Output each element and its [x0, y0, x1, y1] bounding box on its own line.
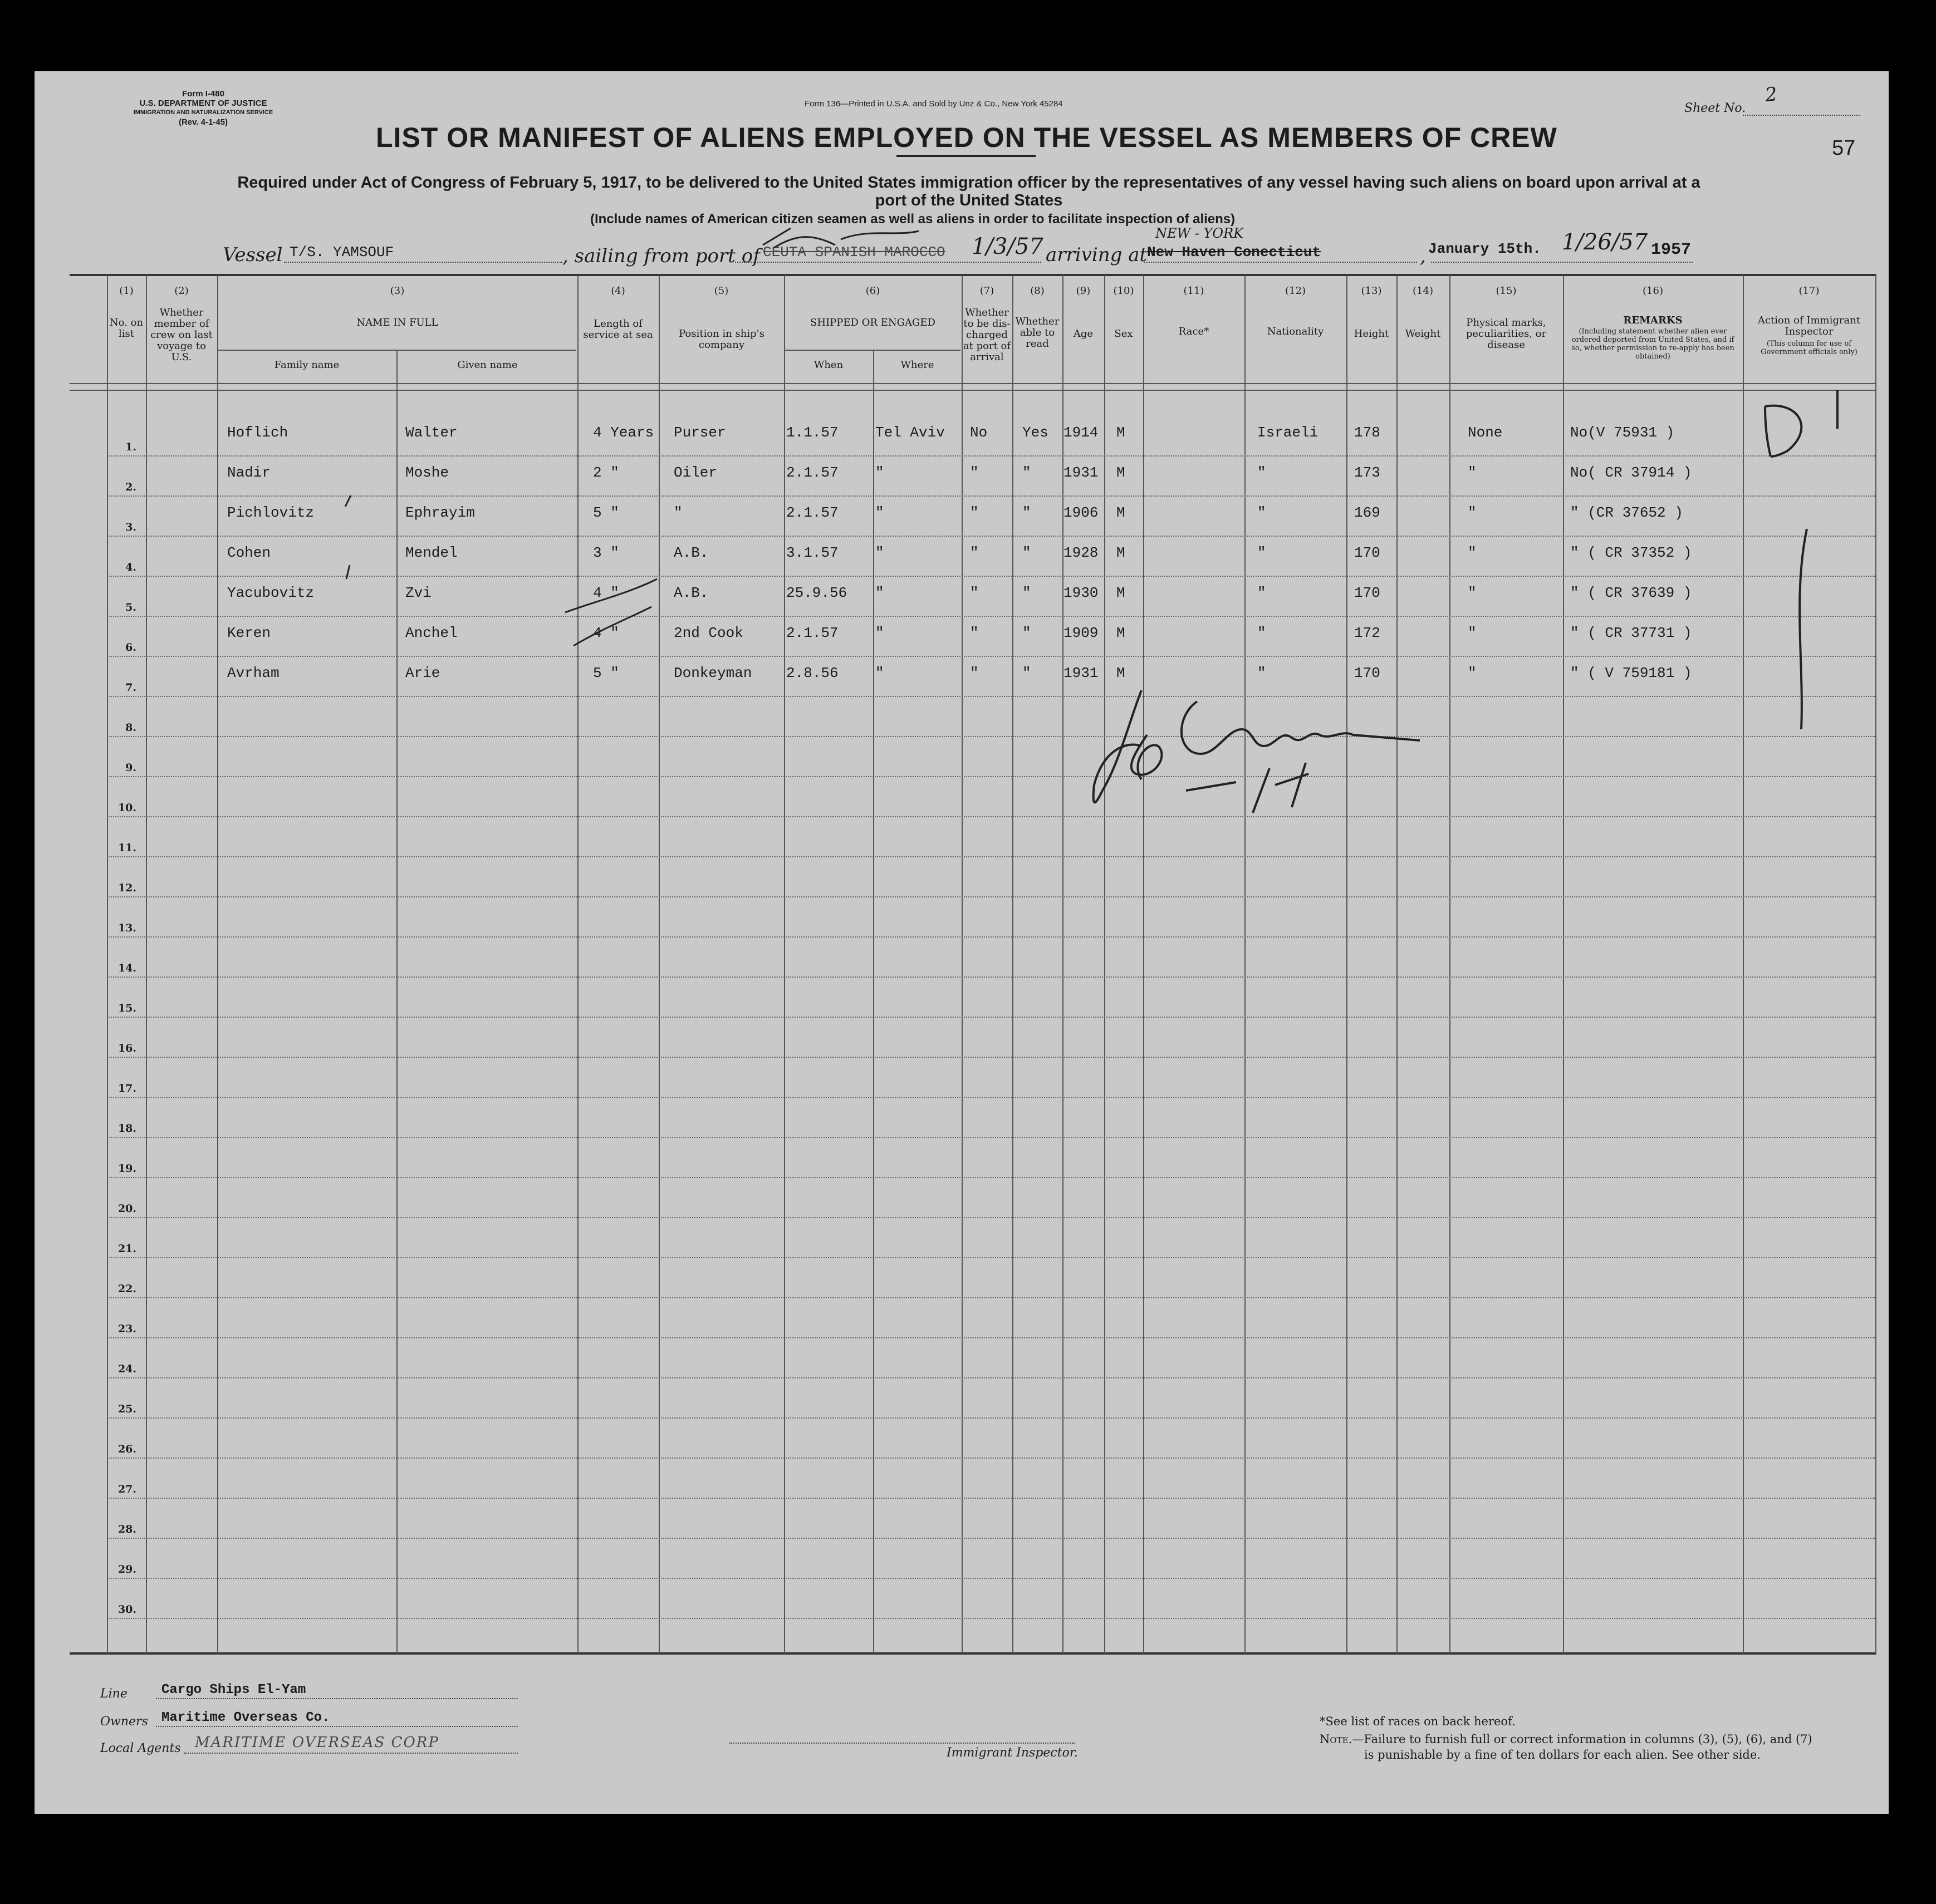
- cell-given-name: Walter: [405, 424, 458, 441]
- col-divider: [146, 275, 147, 1653]
- statute-line-1: Required under Act of Congress of February 5, 1917, to be delivered to the United States immigration officer by the representatives of any vessel having such aliens on board upon arrival at a: [237, 174, 1700, 192]
- cell-position: 2nd Cook: [674, 625, 743, 641]
- row-number: 17.: [117, 1082, 136, 1095]
- col-divider: [217, 275, 218, 1653]
- col-header-age: Age: [1073, 328, 1094, 340]
- row-number: 1.: [125, 441, 136, 453]
- cell-age: 1931: [1063, 665, 1099, 681]
- row-number: 4.: [125, 561, 136, 573]
- row-number: 10.: [117, 802, 136, 814]
- col-num-10: (10): [1113, 285, 1134, 297]
- row-rule: [107, 495, 1875, 497]
- year-value: 1957: [1651, 241, 1692, 259]
- cell-service: 4 Years: [593, 424, 654, 441]
- row-number: 5.: [125, 601, 136, 614]
- statute-text: [95, 174, 1843, 209]
- form-revision: (Rev. 4-1-45): [178, 117, 228, 127]
- row-rule: [107, 856, 1875, 857]
- row-rule: [107, 816, 1875, 817]
- row-number: 13.: [117, 922, 136, 934]
- col-divider: [1244, 275, 1246, 1653]
- handwritten-crew-scribble: [757, 223, 924, 256]
- row-number: 14.: [117, 962, 136, 974]
- row-rule: [107, 1057, 1875, 1058]
- cell-nationality: ": [1257, 625, 1266, 641]
- cell-service: 5 ": [593, 504, 619, 521]
- cell-remarks: " ( V 759181 ): [1570, 665, 1692, 681]
- row-rule: [107, 1217, 1875, 1218]
- col-num-2: (2): [174, 285, 189, 297]
- row-rule: [107, 1377, 1875, 1378]
- penalty-note: [1320, 1733, 1812, 1746]
- cell-service: 2 ": [593, 464, 619, 481]
- row-rule: [107, 1618, 1875, 1619]
- cell-where: ": [875, 585, 884, 601]
- cell-height: 170: [1354, 544, 1380, 561]
- row-number: 27.: [117, 1483, 136, 1495]
- arriving-handwritten: NEW - YORK: [1155, 225, 1244, 241]
- row-rule: [107, 1257, 1875, 1258]
- col-header-where: Where: [900, 359, 934, 371]
- cell-age: 1914: [1063, 424, 1099, 441]
- row-number: 26.: [117, 1443, 136, 1455]
- col-num-12: (12): [1285, 285, 1306, 297]
- row-rule: [107, 896, 1875, 897]
- cell-position: Oiler: [674, 464, 718, 481]
- cell-discharged: ": [970, 544, 979, 561]
- col-divider: [1563, 275, 1564, 1653]
- cell-family-name: Hoflich: [227, 424, 288, 441]
- row-rule: [107, 455, 1875, 457]
- cell-position: A.B.: [674, 585, 709, 601]
- row-rule: [107, 1137, 1875, 1138]
- row-rule: [107, 1337, 1875, 1338]
- cell-when: 25.9.56: [786, 585, 847, 601]
- cell-family-name: Keren: [227, 625, 271, 641]
- cell-given-name: Moshe: [405, 464, 449, 481]
- sailing-label: , sailing from port of: [562, 245, 760, 267]
- row-rule: [107, 1297, 1875, 1298]
- date-value: January 15th.: [1428, 241, 1541, 257]
- cell-position: Purser: [674, 424, 726, 441]
- col-divider: [1104, 275, 1105, 1653]
- cell-service: 4 ": [593, 585, 619, 601]
- cell-discharged: ": [970, 625, 979, 641]
- vessel-label: Vessel: [223, 244, 283, 266]
- row-rule: [107, 976, 1875, 978]
- row-number: 8.: [125, 722, 136, 734]
- title-underline: [896, 155, 1036, 157]
- arriving-value: New Haven Conecticut: [1147, 244, 1321, 261]
- agents-value: MARITIME OVERSEAS CORP: [195, 1734, 439, 1751]
- include-note: (Include names of American citizen seamen as well as aliens in order to facilitate inspection of aliens): [590, 212, 1236, 227]
- row-rule: [107, 1417, 1875, 1419]
- inspector-action-mark: [1754, 384, 1865, 740]
- cell-discharged: ": [970, 585, 979, 601]
- cell-marks: ": [1468, 504, 1477, 521]
- cell-given-name: Mendel: [405, 544, 458, 561]
- cell-height: 170: [1354, 585, 1380, 601]
- col-header-inspector-note: (This column for use of Government officials only): [1761, 340, 1857, 356]
- cell-nationality: ": [1257, 464, 1266, 481]
- cell-where: ": [875, 544, 884, 561]
- cell-position: Donkeyman: [674, 665, 752, 681]
- cell-where: ": [875, 625, 884, 641]
- col-divider: [1346, 275, 1347, 1653]
- date-handwritten: 1/26/57: [1562, 229, 1648, 255]
- row-number: 24.: [117, 1363, 136, 1375]
- row-rule: [107, 1498, 1875, 1499]
- cell-read: ": [1022, 625, 1031, 641]
- cell-family-name: Cohen: [227, 544, 271, 561]
- cell-family-name: Nadir: [227, 464, 271, 481]
- cell-service: 4 ": [593, 625, 619, 641]
- row-rule: [107, 1097, 1875, 1098]
- row-number: 15.: [117, 1002, 136, 1014]
- form-id-block: [111, 89, 295, 127]
- table-top-border: [70, 274, 1876, 276]
- col-divider: [1062, 275, 1063, 1653]
- cell-marks: ": [1468, 585, 1477, 601]
- col-num-1: (1): [119, 285, 134, 297]
- cell-remarks: " (CR 37652 ): [1570, 504, 1683, 521]
- cell-age: 1906: [1063, 504, 1099, 521]
- col-header-inspector-action: Action of Immigrant Inspector: [1757, 315, 1861, 337]
- cell-discharged: ": [970, 665, 979, 681]
- cell-marks: ": [1468, 544, 1477, 561]
- owners-label: Owners: [100, 1715, 148, 1729]
- cell-nationality: ": [1257, 504, 1266, 521]
- col-header-given-name: Given name: [457, 359, 518, 371]
- row-number: 25.: [117, 1403, 136, 1415]
- cell-when: 1.1.57: [786, 424, 839, 441]
- printer-line: Form 136—Printed in U.S.A. and Sold by Unz & Co., New York 45284: [805, 99, 1063, 109]
- col-header-remarks: REMARKS: [1623, 315, 1683, 326]
- cell-given-name: Ephrayim: [405, 504, 475, 521]
- col-divider: [1743, 275, 1744, 1653]
- col-divider: [1012, 275, 1013, 1653]
- col-header-weight: Weight: [1405, 328, 1441, 340]
- col-divider: [1875, 275, 1876, 1653]
- row-number: 2.: [125, 481, 136, 493]
- col-header-height: Height: [1354, 328, 1389, 340]
- cell-given-name: Zvi: [405, 585, 432, 601]
- col-num-8: (8): [1030, 285, 1045, 297]
- cell-sex: M: [1116, 585, 1125, 601]
- cell-when: 2.1.57: [786, 625, 839, 641]
- col-header-last-voyage: Whether member of crew on last voyage to U.S.: [150, 307, 213, 363]
- row-rule: [107, 1017, 1875, 1018]
- cell-remarks: No(V 75931 ): [1570, 424, 1675, 441]
- cell-age: 1928: [1063, 544, 1099, 561]
- sheet-line: [1743, 98, 1860, 116]
- col-header-nationality: Nationality: [1267, 326, 1324, 337]
- row-rule: [107, 696, 1875, 697]
- row-number: 7.: [125, 681, 136, 694]
- cell-where: ": [875, 665, 884, 681]
- cell-discharged: No: [970, 424, 988, 441]
- cell-given-name: Anchel: [405, 625, 458, 641]
- row-rule: [107, 936, 1875, 938]
- row-number: 9.: [125, 762, 136, 774]
- cell-read: ": [1022, 665, 1031, 681]
- row-number: 16.: [117, 1042, 136, 1054]
- col-header-when: When: [813, 359, 844, 371]
- statute-line-2: port of the United States: [875, 192, 1063, 209]
- inspector-label: Immigrant Inspector.: [947, 1746, 1078, 1760]
- comma-separator: ,: [1420, 245, 1426, 267]
- row-number: 23.: [117, 1323, 136, 1335]
- row-number: 6.: [125, 641, 136, 654]
- cell-read: ": [1022, 544, 1031, 561]
- row-rule: [107, 736, 1875, 737]
- cell-where: ": [875, 504, 884, 521]
- cell-read: ": [1022, 504, 1031, 521]
- col-num-9: (9): [1076, 285, 1091, 297]
- col-header-shipped: SHIPPED OR ENGAGED: [810, 317, 935, 328]
- col-divider: [659, 275, 660, 1653]
- cell-service: 3 ": [593, 544, 619, 561]
- row-number: 3.: [125, 521, 136, 533]
- line-value: Cargo Ships El-Yam: [161, 1682, 306, 1697]
- row-number: 12.: [117, 882, 136, 894]
- cell-sex: M: [1116, 544, 1125, 561]
- sheet-number: 2: [1763, 82, 1778, 107]
- cell-where: ": [875, 464, 884, 481]
- row-rule: [107, 776, 1875, 777]
- cell-age: 1930: [1063, 585, 1099, 601]
- col-header-position: Position in ship's company: [679, 328, 764, 351]
- row-number: 29.: [117, 1563, 136, 1576]
- col-header-discharged: Whether to be dis-charged at port of arrival: [963, 307, 1011, 363]
- cell-height: 178: [1354, 424, 1380, 441]
- col-header-service: Length of service at sea: [583, 318, 653, 341]
- service-name: IMMIGRATION AND NATURALIZATION SERVICE: [133, 109, 273, 116]
- cell-sex: M: [1116, 625, 1125, 641]
- row-rule: [107, 1578, 1875, 1579]
- page-number: 57: [1832, 136, 1856, 160]
- row-rule: [107, 1177, 1875, 1178]
- col-num-3: (3): [390, 285, 405, 297]
- col-header-family-name: Family name: [274, 359, 340, 371]
- col-num-17: (17): [1798, 285, 1820, 297]
- sailing-handwritten-date: 1/3/57: [972, 234, 1043, 259]
- department-name: U.S. DEPARTMENT OF JUSTICE: [139, 99, 267, 108]
- cell-when: 2.1.57: [786, 464, 839, 481]
- note-line-2: is punishable by a fine of ten dollars for each alien. See other side.: [1364, 1748, 1761, 1761]
- cell-marks: None: [1468, 424, 1503, 441]
- cell-height: 172: [1354, 625, 1380, 641]
- cell-when: 2.8.56: [786, 665, 839, 681]
- cell-age: 1909: [1063, 625, 1099, 641]
- cell-nationality: Israeli: [1257, 424, 1319, 441]
- col-header-name: NAME IN FULL: [356, 317, 438, 328]
- form-number: Form I-480: [182, 89, 224, 99]
- inspector-signature-line: [729, 1726, 1075, 1744]
- handwritten-tick-marks: [334, 490, 356, 601]
- cell-sex: M: [1116, 424, 1125, 441]
- cell-age: 1931: [1063, 464, 1099, 481]
- cell-where: Tel Aviv: [875, 424, 945, 441]
- cell-service: 5 ": [593, 665, 619, 681]
- col-divider: [962, 275, 963, 1653]
- cell-read: Yes: [1022, 424, 1048, 441]
- cell-nationality: ": [1257, 585, 1266, 601]
- cell-sex: M: [1116, 464, 1125, 481]
- cell-height: 169: [1354, 504, 1380, 521]
- races-note: *See list of races on back hereof.: [1320, 1715, 1516, 1728]
- row-number: 22.: [117, 1283, 136, 1295]
- arriving-label: arriving at: [1046, 244, 1148, 266]
- cell-remarks: No( CR 37914 ): [1570, 464, 1692, 481]
- cell-discharged: ": [970, 464, 979, 481]
- col-num-7: (7): [979, 285, 994, 297]
- page-title: LIST OR MANIFEST OF ALIENS EMPLOYED ON THE VESSEL AS MEMBERS OF CREW: [376, 122, 1557, 153]
- note-line-1: —Failure to furnish full or correct information in columns (3), (5), (6), and (7): [1352, 1733, 1812, 1746]
- col-num-4: (4): [611, 285, 625, 297]
- cell-marks: ": [1468, 665, 1477, 681]
- line-label: Line: [100, 1687, 128, 1701]
- sheet-label: Sheet No.: [1684, 101, 1746, 115]
- col-header-remarks-note: (Including statement whether alien ever ordered deported from United States, and if so, whether permission to re-apply has been obtained): [1571, 327, 1734, 361]
- col-num-14: (14): [1413, 285, 1433, 297]
- row-rule: [107, 576, 1875, 577]
- row-rule: [107, 616, 1875, 617]
- col-divider: [1396, 275, 1398, 1653]
- row-rule: [107, 1458, 1875, 1459]
- col-num-16: (16): [1643, 285, 1663, 297]
- col-num-13: (13): [1361, 285, 1382, 297]
- cell-remarks: " ( CR 37352 ): [1570, 544, 1692, 561]
- row-number: 11.: [117, 842, 136, 854]
- row-number: 20.: [117, 1203, 136, 1215]
- cell-given-name: Arie: [405, 665, 440, 681]
- row-number: 18.: [117, 1122, 136, 1135]
- col-divider: [577, 275, 579, 1653]
- cell-when: 3.1.57: [786, 544, 839, 561]
- cell-remarks: " ( CR 37639 ): [1570, 585, 1692, 601]
- cell-nationality: ": [1257, 665, 1266, 681]
- cell-height: 170: [1354, 665, 1380, 681]
- handwritten-strike-marks: [562, 568, 674, 651]
- cell-sex: M: [1116, 665, 1125, 681]
- row-rule: [107, 656, 1875, 657]
- col-header-physical-marks: Physical marks, peculiarities, or disease: [1466, 317, 1547, 351]
- row-rule: [107, 536, 1875, 537]
- cell-marks: ": [1468, 464, 1477, 481]
- col-header-sex: Sex: [1114, 328, 1133, 340]
- agents-label: Local Agents: [100, 1741, 181, 1755]
- col-divider: [1143, 275, 1144, 1653]
- row-number: 21.: [117, 1243, 136, 1255]
- cell-discharged: ": [970, 504, 979, 521]
- col-num-15: (15): [1496, 285, 1517, 297]
- cell-read: ": [1022, 585, 1031, 601]
- cell-marks: ": [1468, 625, 1477, 641]
- row-number: 19.: [117, 1162, 136, 1175]
- col-header-number: No. on list: [109, 317, 144, 340]
- cell-sex: M: [1116, 504, 1125, 521]
- inspector-signature: [1086, 685, 1464, 852]
- cell-position: A.B.: [674, 544, 709, 561]
- cell-when: 2.1.57: [786, 504, 839, 521]
- note-label: Note.: [1320, 1733, 1352, 1746]
- row-rule: [107, 1538, 1875, 1539]
- cell-height: 173: [1354, 464, 1380, 481]
- cell-nationality: ": [1257, 544, 1266, 561]
- col-divider: [1449, 275, 1450, 1653]
- table-bottom-border: [70, 1652, 1876, 1655]
- cell-family-name: Avrham: [227, 665, 280, 681]
- cell-remarks: " ( CR 37731 ): [1570, 625, 1692, 641]
- cell-family-name: Pichlovitz: [227, 504, 315, 521]
- col-num-11: (11): [1183, 285, 1204, 297]
- col-header-read: Whether able to read: [1015, 316, 1060, 350]
- col-num-6: (6): [865, 285, 880, 297]
- vessel-value: T/S. YAMSOUF: [290, 244, 394, 261]
- col-header-race: Race*: [1178, 326, 1209, 337]
- col-divider: [784, 275, 785, 1653]
- sailing-value: CEUTA SPANISH MAROCCO: [763, 244, 945, 261]
- header-bottom-border: [70, 383, 1876, 384]
- cell-family-name: Yacubovitz: [227, 585, 315, 601]
- header-double-border: [70, 390, 1876, 391]
- owners-value: Maritime Overseas Co.: [161, 1710, 330, 1725]
- col-num-5: (5): [714, 285, 729, 297]
- cell-position: ": [674, 504, 683, 521]
- row-number: 28.: [117, 1523, 136, 1535]
- cell-read: ": [1022, 464, 1031, 481]
- row-number: 30.: [117, 1603, 136, 1616]
